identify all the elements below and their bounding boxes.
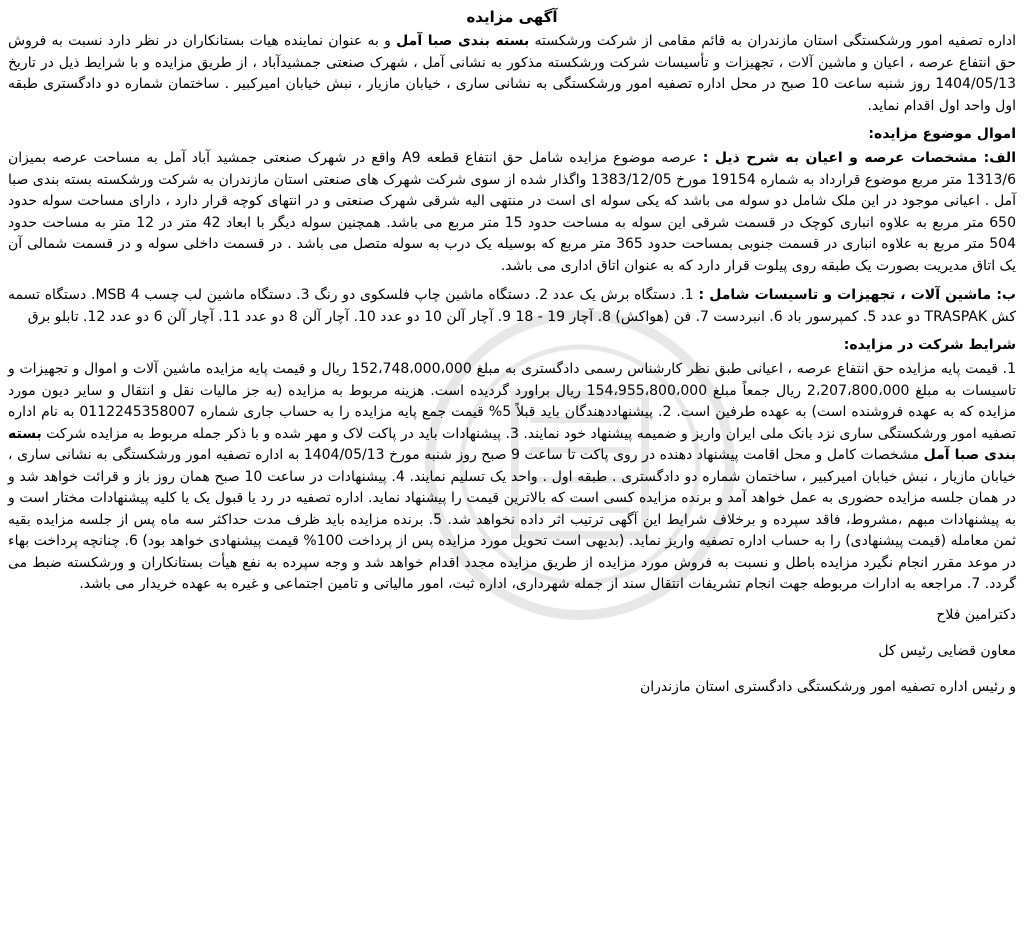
signatory-name: دکترامین فلاح: [936, 606, 1016, 623]
conditions-paragraph: [8, 359, 1016, 596]
signatory-role-2: و رئیس اداره تصفیه امور ورشکستگی دادگستری استان مازندران: [639, 678, 1016, 695]
intro-company-name: بسته بندی صبا آمل: [396, 33, 530, 49]
conditions-company-name: بسته بندی صبا آمل: [8, 425, 1016, 463]
notice-content: [8, 6, 1016, 698]
conditions-text-1: 1. قیمت پایه مزایده حق انتفاع عرصه ، اعیانی طبق نظر کارشناس رسمی دادگستری به مبلغ 152،748،000،000 ریال و قیمت پایه مزایده ماشین آلات و اموال و تجهیزات و تاسیسات به مبلغ 2،207،800،000 ریال جمعاً مبلغ 154،955،800،000 ریال براورد گردیده است. هزینه مربوط به مزایده (به جز مالیات نقل و انتقال و سایر دیون مورد مزایده که به عهده فروشنده است) به عهده طرفین است. 2. پیشنهاددهندگان باید قبلاً 5% قیمت جمع پایه مزایده را به حساب جاری شماره 0112245358007 به نام اداره تصفیه امور ورشکستگی ساری نزد بانک ملی ایران واریز و ضمیمه پیشنهاد خود نمایند. 3. پیشنهادات باید در پاکت لاک و مهر شده و با ذکر جمله مربوط به مزایده شرکت: [8, 361, 1016, 442]
machinery-text: 1. دستگاه برش یک عدد 2. دستگاه ماشین چاپ فلسکوی دو رنگ 3. دستگاه ماشین لب چسب MSB 4. دستگاه تسمه کش TRASPAK دو عدد 5. کمپرسور باد 6. انبردست 7. فن (هواکش) 8. آچار 19 - 18 9. آچار آلن 10 دو عدد 10. آچار آلن 8 دو عدد 11. آچار آلن 6 دو عدد 12. تابلو برق: [8, 287, 1016, 325]
signatory-role-1: معاون قضایی رئیس کل: [878, 642, 1016, 659]
land-buildings-paragraph: [8, 148, 1016, 277]
intro-text-1: اداره تصفیه امور ورشکستگی استان مازندران به قائم مقامی از شرکت ورشکسته: [529, 33, 1017, 49]
conditions-text-2: مشخصات کامل و محل اقامت پیشنهاد دهنده در روی پاکت تا ساعت 9 صبح روز شنبه مورخ 1404/05/13 به اداره تصفیه امور ورشکستگی به نشانی ساری ، خیابان مازیار ، نبش خیابان امیرکبیر ، ساختمان شماره دو دادگستری . طبقه اول . واحد یک تسلیم نمایند. 4. پیشنهادات در ساعت 10 صبح همان روز باز و قرائت خواهد شد و در همان جلسه مزایده حضوری به عمل خواهد آمد و برنده مزایده کسی است که بالاترین قیمت را پیشنهاد نماید. اداره تصفیه در رد یا قبول یک یا کلیه پیشنهادات مختار است و به پیشنهادات مبهم ،مشروط، فاقد سپرده و برخلاف شرایط این آگهی ترتیب اثر داده نخواهد شد. 5. برنده مزایده باید ظرف مدت حداکثر سه ماه پس از جلسه مزایده بقیه ثمن معامله (قیمت پیشنهادی) را به حساب اداره تصفیه واریز نماید. (بدیهی است تحویل مورد مزایده پس از پرداخت 100% قیمت پیشنهادی خواهد بود) 6. چنانچه پرداخت بهاء در موعد مقرر انجام نگیرد مزایده باطل و نسبت به فروش مورد مزایده از طریق مزایده مجدد اقدام خواهد شد و وجه سپرده به نفع هیأت بستانکاران و ورشکسته ضبط می گردد. 7. مراجعه به ادارات مربوطه جهت انجام تشریفات انتقال سند از جمله شهرداری، اداره ثبت، امور مالیاتی و تامین اجتماعی و غیره به عهده خریدار می باشد.: [8, 447, 1017, 592]
intro-paragraph: [8, 31, 1016, 117]
machinery-paragraph: [8, 285, 1016, 328]
machinery-title: ب: ماشین آلات ، تجهیزات و تاسیسات شامل :: [698, 287, 1017, 303]
land-buildings-title: الف: مشخصات عرصه و اعیان به شرح ذیل :: [702, 150, 1016, 166]
conditions-heading: شرایط شرکت در مزایده:: [843, 337, 1016, 353]
land-buildings-text: عرصه موضوع مزایده شامل حق انتفاع قطعه A9 واقع در شهرک صنعتی جمشید آباد آمل به مساحت عرصه بمیزان 1313/6 متر مربع موضوع قرارداد به شماره 19154 مورخ 1383/12/05 واگذار شده از سوی شرکت شهرک های صنعتی استان مازندران به شرکت ورشکسته بسته بندی صبا آمل . اعیانی موجود در این ملک شامل دو سوله می باشد که یکی سوله ای است در منتهی الیه شرقی شهرک صنعتی و در انتهای کوچه قرار دارد ، دارای مساحت سوله حدود 650 متر مربع به علاوه انباری کوچک در قسمت شرقی این سوله به مساحت حدود 15 متر مربع می باشد. همچنین سوله دیگر با ابعاد 42 متر در 12 متر به مساحت حدود 504 متر مربع به علاوه انباری در قسمت جنوبی بمساحت حدود 365 متر مربع که بوسیله یک درب به سوله متصل می باشد . در قسمت داخلی سوله و در قسمت شمالی آن یک اتاق مدیریت بصورت یک طبقه روی پیلوت قرار دارد که به عنوان اتاق اداری می باشد.: [8, 150, 1016, 274]
notice-title: آگهی مزایده: [466, 8, 558, 26]
intro-text-2: و به عنوان نماینده هیات بستانکاران در نظر دارد نسبت به فروش حق انتفاع عرصه ، اعیان و ماشین آلات ، تجهیزات و تأسیسات شرکت ورشکسته مذکور به نشانی آمل ، شهرک صنعتی جمشیدآباد ، از طریق مزایده و با شرایط ذیل در تاریخ 1404/05/13 روز شنبه ساعت 10 صبح در محل اداره تصفیه امور ورشکستگی به نشانی ساری ، خیابان مازیار ، نبش خیابان امیرکبیر . ساختمان شماره دو دادگستری طبقه اول واحد اول اقدام نماید.: [8, 33, 1016, 114]
assets-heading: اموال موضوع مزایده:: [868, 126, 1016, 142]
